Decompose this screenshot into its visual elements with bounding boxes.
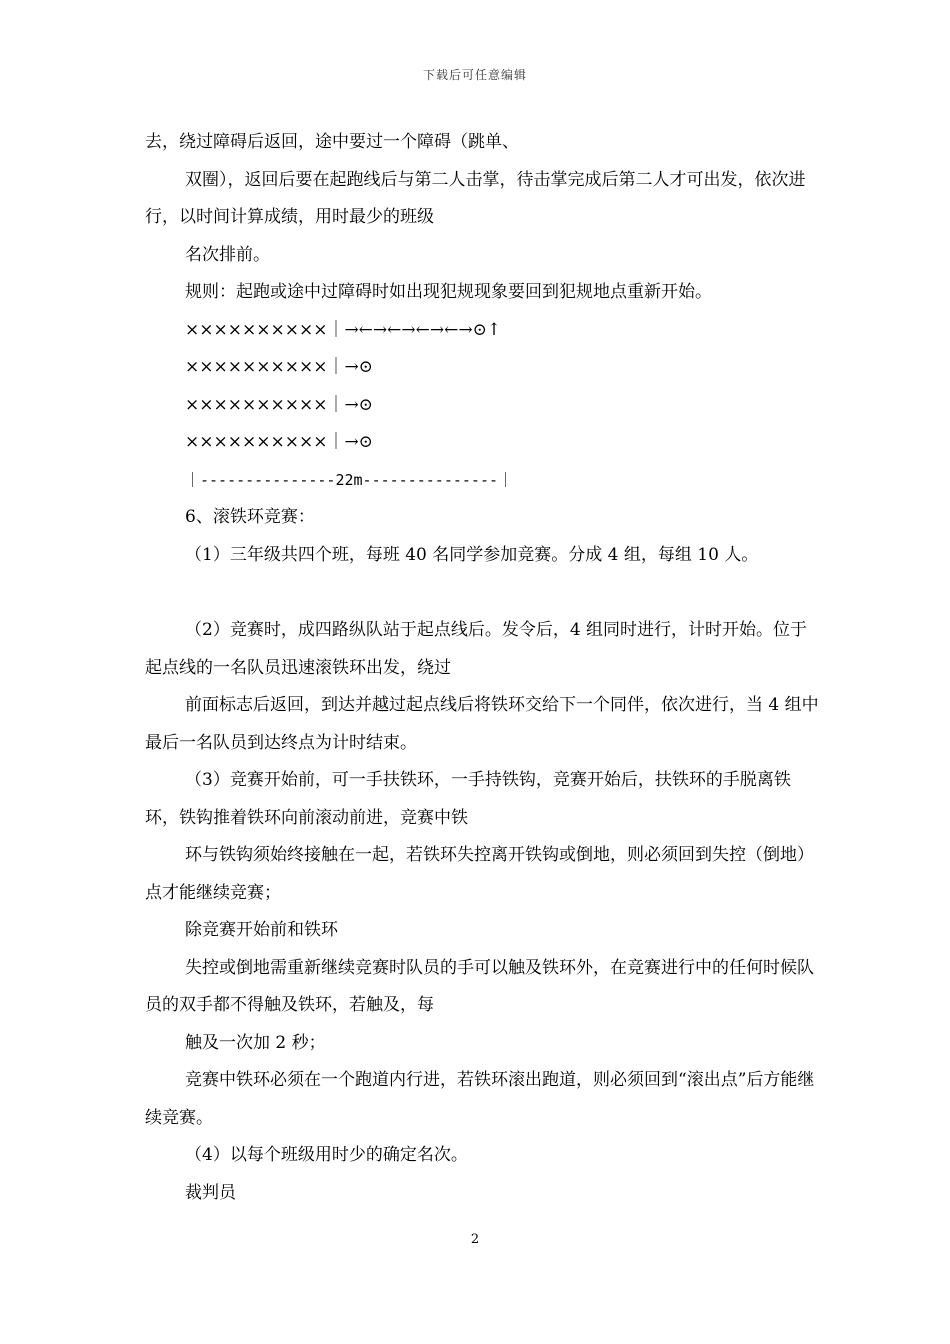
relay-diagram [145,312,820,500]
paragraph-line: 去，绕过障碍后返回，途中要过一个障碍（跳单、 [145,132,519,152]
rules-line: 规则：起跑或途中过障碍时如出现犯规现象要回到犯规地点重新开始。 [185,282,712,302]
diagram-row: ××××××××××｜→⊙ [185,357,373,377]
spacer [145,574,820,612]
page-number: 2 [470,1232,480,1247]
list-item-continued: 触及一次加 2 秒； [185,1032,326,1053]
list-item-continued: 除竞赛开始前和铁环 [185,920,338,940]
diagram-distance-scale: ｜---------------22m---------------｜ [185,470,514,489]
list-item-continued: 前面标志后返回，到达并越过起点线后将铁环交给下一个同伴，依次进行，当 4 组中最后一名队员到达终点为计时结束。 [145,695,819,753]
list-item-continued: 失控或倒地需重新继续竞赛时队员的手可以触及铁环外，在竞赛进行中的任何时候队员的双手都不得触及铁环，若触及，每 [145,957,814,1015]
diagram-row: ××××××××××｜→←→←→←→←→⊙↑ [185,319,502,340]
paragraph-line: 名次排前。 [185,244,270,265]
list-item: （3）竞赛开始前，可一手扶铁环，一手持铁钩，竞赛开始后，扶铁环的手脱离铁环，铁钩推着铁环向前滚动前进，竞赛中铁 [145,770,791,828]
list-item: （2）竞赛时，成四路纵队站于起点线后。发令后，4 组同时进行，计时开始。位于起点线的一名队员迅速滚铁环出发，绕过 [145,620,808,678]
paragraph-line: 双圈），返回后要在起跑线后与第二人击掌，待击掌完成后第二人才可出发，依次进行，以时间计算成绩，用时最少的班级 [145,169,806,227]
list-item-continued: 竞赛中铁环必须在一个跑道内行进，若铁环滚出跑道，则必须回到“滚出点”后方能继续竞赛。 [145,1070,815,1128]
referee-heading: 裁判员 [185,1182,236,1203]
list-item-continued: 环与铁钩须始终接触在一起，若铁环失控离开铁钩或倒地，则必须回到失控（倒地）点才能继续竞赛； [145,845,814,903]
diagram-row: ××××××××××｜→⊙ [185,432,373,452]
section-title: 6、滚铁环竞赛： [185,507,315,527]
page-header: 下载后可任意编辑 [422,68,527,82]
list-item: （4）以每个班级用时少的确定名次。 [185,1145,468,1165]
document-body [145,124,820,1212]
list-item: （1）三年级共四个班，每班 40 名同学参加竞赛。分成 4 组，每组 10 人。 [185,544,759,565]
diagram-row: ××××××××××｜→⊙ [185,394,373,415]
